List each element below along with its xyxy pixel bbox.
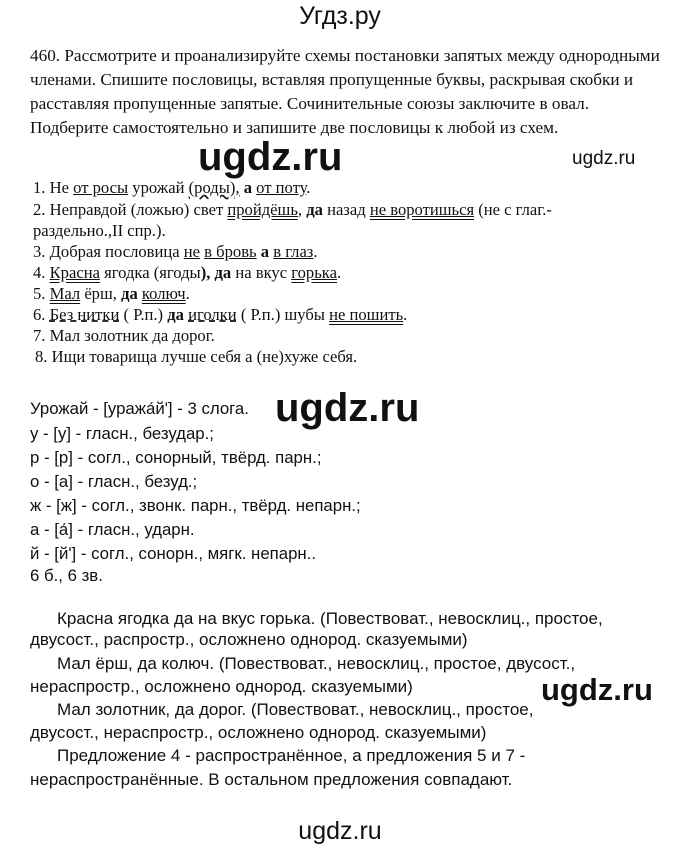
site-footer: ugdz.ru bbox=[298, 817, 382, 845]
watermark-4: ugdz.ru bbox=[541, 672, 653, 707]
analysis-line: двусост., нераспростр., осложнено однород. сказуемыми) bbox=[30, 723, 487, 742]
proverb-1: 1. Не от росы урожай (роды), а от поту. bbox=[33, 178, 311, 197]
proverb-6: 6. Без нитки ( Р.п.) да иголки ( Р.п.) шубы не пошить. bbox=[33, 305, 408, 324]
proverb-5: 5. Мал ёрш, да колюч. bbox=[33, 284, 190, 303]
watermark-1: ugdz.ru bbox=[198, 135, 343, 179]
proverb-2: 2. Неправдой (ложью) свет пройдёшь, да назад не воротишься (не с глаг.- bbox=[33, 200, 552, 219]
phonetic-head: Урожай - [уража́й'] - 3 слога. bbox=[30, 399, 249, 418]
task-text: 460. Рассмотрите и проанализируйте схемы постановки запятых между однородными членами. Спишите пословицы, вставляя пропущенные буквы, раскрывая скобки и расставляя пропущенные запятые. Сочинительные союзы заключите в овал. Подберите самостоятельно и запишите две пословицы к любой из схем. bbox=[30, 46, 660, 137]
phonetic-line: ж - [ж] - согл., звонк. парн., твёрд. непарн.; bbox=[30, 496, 361, 515]
proverb-2-cont: раздельно.,II спр.). bbox=[33, 221, 166, 240]
phonetic-line: р - [р] - согл., сонорный, твёрд. парн.; bbox=[30, 448, 322, 467]
analysis-line: нераспростр., осложнено однород. сказуемыми) bbox=[30, 677, 413, 696]
proverb-4: 4. Красна ягодка (ягоды), да на вкус горька. bbox=[33, 263, 342, 282]
phonetic-line: о - [а] - гласн., безуд.; bbox=[30, 472, 198, 491]
phonetic-line: й - [й'] - согл., сонорн., мягк. непарн.. bbox=[30, 544, 317, 563]
analysis-line: нераспространённые. В остальном предложения совпадают. bbox=[30, 770, 513, 789]
analysis-line: Предложение 4 - распространённое, а предложения 5 и 7 - bbox=[57, 746, 526, 765]
analysis-line: Мал ёрш, да колюч. (Повествоват., невосклиц., простое, двусост., bbox=[57, 654, 576, 673]
phonetic-line: 6 б., 6 зв. bbox=[30, 566, 103, 585]
proverb-7: 7. Мал золотник да дорог. bbox=[33, 326, 215, 345]
watermark-3: ugdz.ru bbox=[275, 386, 420, 430]
watermark-2: ugdz.ru bbox=[572, 148, 636, 169]
phonetic-line: у - [у] - гласн., безудар.; bbox=[30, 424, 214, 443]
analysis-line: Мал золотник, да дорог. (Повествоват., невосклиц., простое, bbox=[57, 700, 534, 719]
phonetic-line: а - [а́] - гласн., ударн. bbox=[30, 520, 195, 539]
proverb-8: 8. Ищи товарища лучше себя а (не)хуже себя. bbox=[35, 347, 358, 366]
analysis-line: Красна ягодка да на вкус горька. (Повествоват., невосклиц., простое, bbox=[57, 609, 603, 628]
proverb-3: 3. Добрая пословица не в бровь а в глаз. bbox=[33, 242, 318, 261]
site-header: Угдз.ру bbox=[299, 2, 381, 30]
analysis-line: двусост., распростр., осложнено однород. сказуемыми) bbox=[30, 630, 468, 649]
